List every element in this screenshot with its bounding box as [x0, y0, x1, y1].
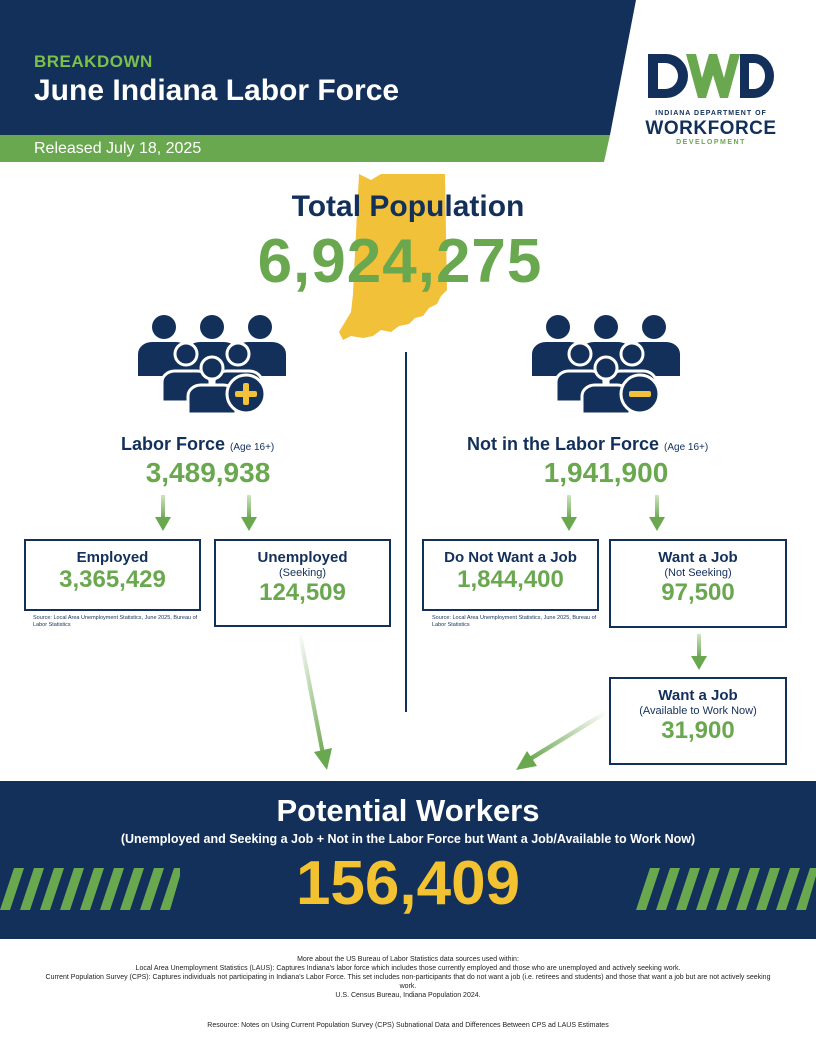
arrow-available-to-potential — [516, 711, 606, 770]
arrow-want — [649, 495, 665, 531]
logo-line-1: INDIANA DEPARTMENT OF — [655, 110, 767, 117]
footnotes — [40, 955, 776, 1000]
employed-title: Employed — [76, 549, 149, 566]
available-job-title: Want a Job — [658, 687, 738, 704]
footnote-line: U.S. Census Bureau, Indiana Population 2024. — [335, 992, 481, 999]
available-job-value: 31,900 — [661, 717, 735, 744]
do-not-want-job-box — [422, 539, 599, 611]
logo-line-3: DEVELOPMENT — [676, 139, 746, 146]
want-job-box — [609, 539, 787, 628]
potential-workers-value: 156,409 — [295, 849, 521, 918]
people-plus-icon — [134, 314, 290, 414]
want-job-title: Want a Job — [658, 549, 738, 566]
labor-force-value: 3,489,938 — [145, 457, 271, 488]
source-note-left: Source: Local Area Unemployment Statistics, June 2025, Bureau of Labor Statistics — [33, 615, 198, 628]
unemployed-box — [214, 539, 391, 627]
employed-value: 3,365,429 — [59, 566, 166, 593]
do-not-want-job-title: Do Not Want a Job — [444, 549, 577, 566]
unemployed-sub: (Seeking) — [278, 567, 327, 579]
arrow-unemployed-to-potential — [298, 635, 332, 770]
page-title: June Indiana Labor Force — [34, 74, 400, 107]
not-labor-force-label — [467, 434, 708, 455]
unemployed-value: 124,509 — [259, 579, 346, 606]
potential-workers-title: Potential Workers — [276, 793, 540, 828]
dwd-logo-mark — [646, 52, 774, 100]
release-date: Released July 18, 2025 — [34, 140, 202, 157]
header-eyebrow: BREAKDOWN — [34, 52, 153, 71]
stripes-left-decoration — [0, 868, 180, 910]
stripes-right-decoration — [636, 868, 816, 910]
not-labor-force-age: (Age 16+) — [664, 442, 709, 453]
footnote-line: More about the US Bureau of Labor Statistics data sources used within: — [297, 956, 519, 963]
logo-line-2: WORKFORCE — [645, 118, 777, 139]
available-job-sub: (Available to Work Now) — [639, 705, 757, 717]
arrow-available — [691, 634, 707, 670]
footnote-line: Current Population Survey (CPS): Captures individuals not participating in Indiana's Labor Force. This set includes non-participants that do not want a job (i.e. retirees and students) and those that want a job but are not actively seeking work. — [45, 974, 771, 990]
total-population-value: 6,924,275 — [257, 227, 543, 296]
unemployed-title: Unemployed — [257, 549, 348, 566]
do-not-want-job-value: 1,844,400 — [457, 566, 564, 593]
want-job-sub: (Not Seeking) — [664, 567, 732, 579]
resource-note: Resource: Notes on Using Current Population Survey (CPS) Subnational Data and Differences Between CPS ad LAUS Estimates — [207, 1022, 609, 1029]
arrow-do-not-want — [561, 495, 577, 531]
total-population-label: Total Population — [291, 190, 525, 223]
labor-force-title: Labor Force — [121, 434, 226, 454]
labor-force-label — [121, 434, 274, 455]
footnote-line: Local Area Unemployment Statistics (LAUS): Captures Indiana's labor force which includes those currently employed and those who are unemployed and actively seeking work. — [135, 965, 681, 972]
not-labor-force-title: Not in the Labor Force — [467, 434, 660, 454]
want-job-value: 97,500 — [661, 579, 735, 606]
available-job-box — [609, 677, 787, 765]
employed-box — [24, 539, 201, 611]
potential-workers-subtitle: (Unemployed and Seeking a Job + Not in the Labor Force but Want a Job/Available to Work Now) — [120, 832, 696, 846]
dwd-logo — [636, 52, 786, 148]
source-note-right: Source: Local Area Unemployment Statistics, June 2025, Bureau of Labor Statistics — [432, 615, 597, 628]
arrow-employed — [155, 495, 171, 531]
arrow-unemployed — [241, 495, 257, 531]
labor-force-age: (Age 16+) — [230, 442, 275, 453]
section-divider — [405, 352, 407, 712]
people-minus-icon — [528, 314, 684, 414]
not-labor-force-value: 1,941,900 — [543, 457, 669, 488]
